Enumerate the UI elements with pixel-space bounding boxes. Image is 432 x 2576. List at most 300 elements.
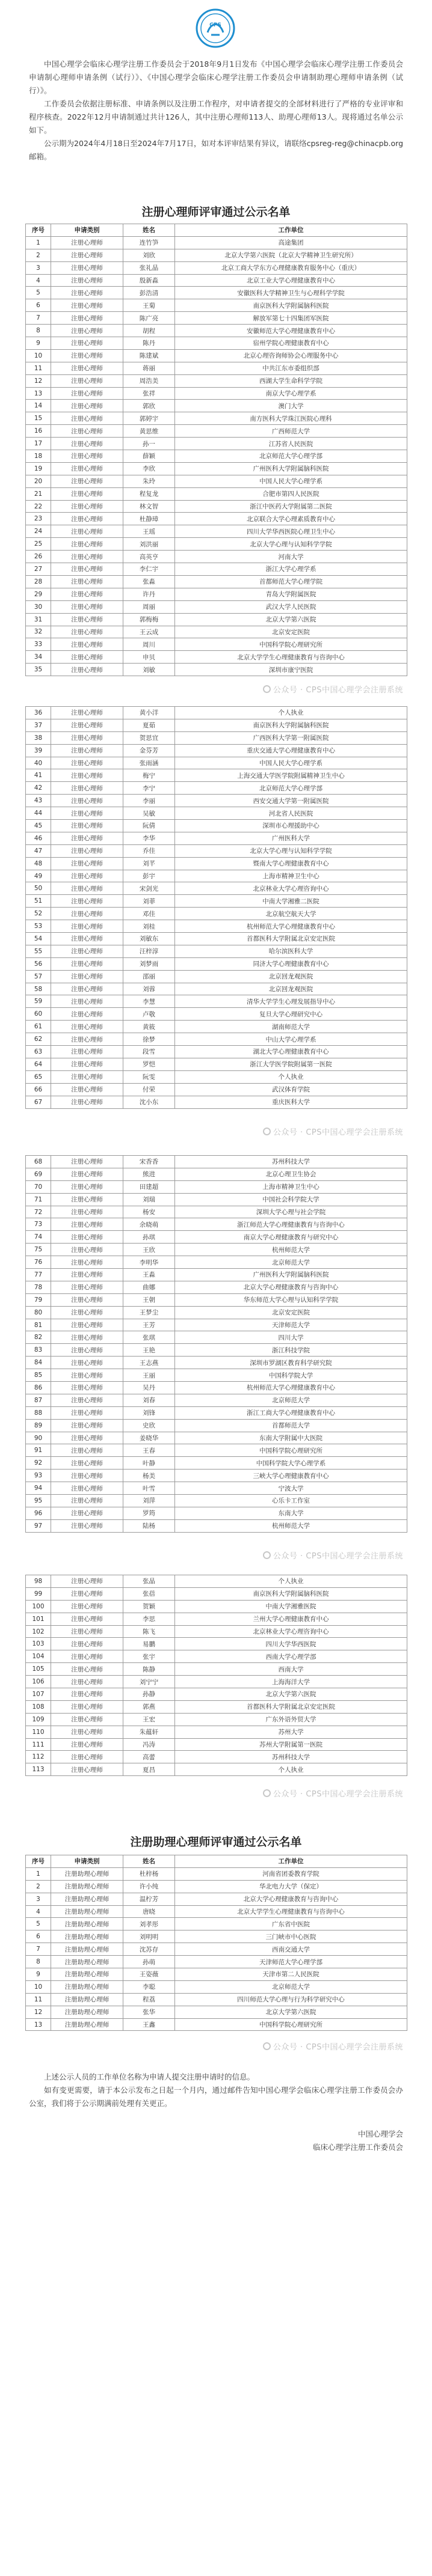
cell-unit: 个人执业 [175,1070,407,1083]
cell-unit: 重庆医科大学 [175,1096,407,1108]
cell-unit: 中南大学湘雅医院 [175,1600,407,1613]
cell-name: 周浩美 [123,374,175,387]
table-row [26,1156,407,1168]
cell-name: 吴丹 [123,1382,175,1394]
cell-type: 注册心理师 [51,1495,123,1507]
table-row [26,1457,407,1470]
cell-no: 50 [26,882,51,895]
cell-no: 4 [26,274,51,287]
cell-type: 注册心理师 [51,412,123,425]
table-row [26,1880,407,1893]
cell-unit: 浙江工商大学心理健康教育中心 [175,1406,407,1419]
table-row [26,236,407,249]
table-row [26,287,407,299]
cell-no: 87 [26,1394,51,1406]
table-row [26,1625,407,1638]
cell-name: 张雨涵 [123,757,175,769]
cell-unit: 合肥市第四人民医院 [175,487,407,500]
cell-unit: 河北省人民医院 [175,807,407,820]
cell-type: 注册心理师 [51,626,123,638]
cell-name: 杨安 [123,1206,175,1218]
table-row [26,1432,407,1444]
table-row [26,957,407,970]
cell-unit: 北京联合大学心理素质教育中心 [175,513,407,525]
cell-no: 42 [26,782,51,795]
table-row [26,1033,407,1046]
table-row [26,638,407,651]
cell-no: 32 [26,626,51,638]
table-row [26,995,407,1008]
cell-name: 李仁宇 [123,563,175,576]
table-row [26,1688,407,1701]
header-no: 序号 [26,224,51,237]
cell-name: 李聪 [123,1980,175,1993]
cell-unit: 首都师范大学心理学院 [175,575,407,588]
cell-no: 113 [26,1763,51,1776]
intro-paragraph-2: 工作委员会依据注册标准、申请条例以及注册工作程序，对申请者提交的全部材料进行了严格的专业评审和程序核查。2022年12月申请制通过共计126人，其中注册心理师113人、助理心理师13人。现将通过名单公示如下。 [29,99,403,135]
cell-type: 注册心理师 [51,487,123,500]
cell-type: 注册心理师 [51,236,123,249]
cell-no: 18 [26,450,51,463]
cell-type: 注册心理师 [51,1033,123,1046]
cell-unit: 广州医科大学附属脑科医院 [175,1269,407,1281]
cell-no: 58 [26,983,51,995]
cell-type: 注册心理师 [51,1357,123,1369]
cell-name: 王梦尘 [123,1306,175,1319]
cell-name: 周丽 [123,600,175,613]
cell-no: 29 [26,588,51,600]
cell-name: 王志燕 [123,1357,175,1369]
psychologist-table-part3 [25,1155,407,1533]
cell-unit: 天津市第二人民医院 [175,1968,407,1981]
cell-name: 张宇 [123,1650,175,1663]
table-row [26,2006,407,2018]
cell-no: 2 [26,249,51,261]
cell-no: 12 [26,374,51,387]
cell-type: 注册心理师 [51,844,123,857]
watermark-text: 公众号 · CPS中国心理学会注册系统 [273,1552,403,1561]
cell-name: 刘瑞 [123,1193,175,1206]
cell-name: 王艳 [123,1344,175,1357]
cell-type: 注册心理师 [51,731,123,744]
cell-type: 注册心理师 [51,820,123,832]
cell-type: 注册心理师 [51,600,123,613]
cell-unit: 北京心理卫生协会 [175,1168,407,1180]
psychologist-table-part4 [25,1575,407,1776]
cell-name: 张淼 [123,575,175,588]
cell-unit: 北京大学心理健康教育与咨询中心 [175,1281,407,1293]
cell-no: 103 [26,1638,51,1650]
cell-type: 注册心理师 [51,638,123,651]
cell-unit: 苏州科技大学 [175,1156,407,1168]
cell-unit: 深圳市心理援助中心 [175,820,407,832]
cell-name: 刘明明 [123,1930,175,1943]
table-row [26,769,407,782]
header-unit: 工作单位 [175,224,407,237]
cell-no: 83 [26,1344,51,1357]
cell-name: 张琪 [123,1331,175,1344]
cell-type: 注册心理师 [51,957,123,970]
cell-unit: 北京回龙观医院 [175,983,407,995]
assistant-psychologist-table [25,1855,407,2031]
table-row [26,374,407,387]
cell-name: 张礼晶 [123,261,175,274]
cell-no: 45 [26,820,51,832]
cell-type: 注册心理师 [51,1575,123,1588]
cell-name: 刘梦雨 [123,957,175,970]
table-row [26,1507,407,1519]
table-row [26,1893,407,1905]
intro-text [29,58,403,163]
cell-no: 108 [26,1700,51,1713]
cell-type: 注册心理师 [51,1638,123,1650]
cell-unit: 东南大学附属中大医院 [175,1432,407,1444]
cell-no: 11 [26,362,51,374]
cell-no: 57 [26,970,51,983]
cell-type: 注册心理师 [51,1688,123,1701]
logo-inner-text: CPS [209,22,221,28]
cell-type: 注册心理师 [51,1700,123,1713]
cell-unit: 湖南师范大学 [175,1021,407,1033]
table-row [26,1575,407,1588]
watermark-text: 公众号 · CPS中国心理学会注册系统 [273,2043,403,2052]
cell-type: 注册心理师 [51,261,123,274]
cell-type: 注册心理师 [51,337,123,350]
cell-name: 阮雯 [123,1070,175,1083]
table-row [26,1046,407,1058]
table-row [26,1980,407,1993]
cell-type: 注册心理师 [51,1331,123,1344]
table-row [26,1406,407,1419]
cell-no: 70 [26,1180,51,1193]
table-row [26,299,407,312]
cell-unit: 西湖大学生命科学学院 [175,374,407,387]
cell-no: 79 [26,1293,51,1306]
cell-name: 贺颖 [123,1600,175,1613]
cell-no: 37 [26,719,51,731]
cell-name: 李明华 [123,1256,175,1269]
cell-no: 10 [26,349,51,362]
cell-name: 李宁 [123,782,175,795]
cell-unit: 杭州师范大学 [175,1519,407,1532]
cell-no: 52 [26,908,51,920]
table-row [26,1256,407,1269]
cell-no: 88 [26,1406,51,1419]
cell-no: 55 [26,945,51,957]
cell-unit: 宁波大学 [175,1482,407,1495]
cell-name: 沈苏存 [123,1943,175,1956]
cell-name: 李欣 [123,462,175,475]
cell-type: 注册心理师 [51,1600,123,1613]
cell-name: 刘萍 [123,1495,175,1507]
table-row [26,1738,407,1751]
cell-type: 注册心理师 [51,613,123,626]
cell-no: 75 [26,1244,51,1256]
cps-logo [196,8,235,48]
cell-no: 44 [26,807,51,820]
intro-paragraph-1: 中国心理学会临床心理学注册工作委员会于2018年9月1日发布《中国心理学会临床心理学注册工作委员会申请制心理师申请条例（试行）》、《中国心理学会临床心理学注册工作委员会申请制助理心理师申请条例（试行）》。 [29,60,403,95]
cell-unit: 四川大学华西医院心理卫生中心 [175,525,407,538]
table-row [26,563,407,576]
cell-unit: 中国科学院心理研究所 [175,2018,407,2031]
cell-type: 注册助理心理师 [51,1905,123,1918]
cell-name: 蒋丽 [123,362,175,374]
cell-type: 注册心理师 [51,1083,123,1096]
table-row [26,920,407,933]
table-row [26,325,407,337]
table-row [26,882,407,895]
table-row [26,1943,407,1956]
section1-title: 注册心理师评审通过公示名单 [141,206,291,219]
cell-unit: 三门峡市中心医院 [175,1930,407,1943]
table-row [26,1482,407,1495]
table-row [26,1956,407,1968]
cell-type: 注册心理师 [51,1470,123,1482]
table-row [26,2018,407,2031]
cell-type: 注册心理师 [51,782,123,795]
table-row [26,1613,407,1625]
cell-no: 33 [26,638,51,651]
cell-type: 注册心理师 [51,475,123,487]
cell-unit: 江苏省人民医院 [175,438,407,450]
cell-name: 殷新淼 [123,274,175,287]
table-row [26,1293,407,1306]
cell-name: 冯涛 [123,1738,175,1751]
cell-unit: 首都医科大学附属北京安定医院 [175,933,407,945]
cell-unit: 苏州大学附属第一医院 [175,1738,407,1751]
table-row [26,983,407,995]
table-header-row [26,1855,407,1868]
table-row [26,1008,407,1021]
cell-unit: 天津师范大学心理学部 [175,1956,407,1968]
cell-type: 注册心理师 [51,1269,123,1281]
table-row [26,1083,407,1096]
table-row [26,933,407,945]
cell-name: 薛颖 [123,450,175,463]
table-row [26,1495,407,1507]
cell-unit: 上海海洋大学 [175,1676,407,1688]
cell-name: 金芬芳 [123,744,175,757]
cell-type: 注册心理师 [51,795,123,807]
cell-type: 注册助理心理师 [51,1930,123,1943]
cell-no: 6 [26,299,51,312]
cell-name: 彭宇 [123,870,175,882]
cell-name: 吴敏 [123,807,175,820]
cell-unit: 中国科学院心理研究所 [175,638,407,651]
cell-unit: 澳门大学 [175,400,407,412]
table-row [26,1244,407,1256]
cell-name: 徐梦 [123,1033,175,1046]
cell-unit: 西南大学心理学部 [175,1650,407,1663]
cell-name: 沈小东 [123,1096,175,1108]
cell-type: 注册心理师 [51,1507,123,1519]
cell-no: 78 [26,1281,51,1293]
table-row [26,588,407,600]
cell-name: 郭梅梅 [123,613,175,626]
cell-type: 注册心理师 [51,312,123,325]
cell-name: 刘芊 [123,857,175,870]
table-row [26,475,407,487]
cell-no: 85 [26,1369,51,1382]
cell-name: 陈广亮 [123,312,175,325]
table-row [26,1470,407,1482]
cell-no: 8 [26,325,51,337]
cell-type: 注册心理师 [51,1763,123,1776]
table-row [26,820,407,832]
cell-unit: 北京大学第六医院 [175,613,407,626]
wechat-icon [263,1551,271,1559]
cell-type: 注册心理师 [51,1168,123,1180]
table-row [26,362,407,374]
cell-unit: 河南省团委教育学院 [175,1867,407,1880]
cell-unit: 广东外语外贸大学 [175,1713,407,1726]
cell-name: 陈飞 [123,1625,175,1638]
table-row [26,1231,407,1244]
cell-unit: 安徽师范大学心理健康教育中心 [175,325,407,337]
cell-no: 56 [26,957,51,970]
cell-no: 24 [26,525,51,538]
cell-type: 注册助理心理师 [51,1943,123,1956]
table-row [26,400,407,412]
cell-type: 注册心理师 [51,1587,123,1600]
cell-unit: 西南大学 [175,1663,407,1676]
cell-name: 付荣 [123,1083,175,1096]
signature-committee: 临床心理学注册工作委员会 [312,2143,403,2152]
cell-type: 注册心理师 [51,857,123,870]
cell-unit: 北京大学第六医院 [175,2006,407,2018]
cell-name: 王春 [123,1444,175,1457]
cell-name: 胡程 [123,325,175,337]
cell-type: 注册心理师 [51,1281,123,1293]
cell-name: 黄小洋 [123,707,175,719]
cell-no: 90 [26,1432,51,1444]
cell-no: 51 [26,895,51,908]
cell-no: 110 [26,1726,51,1738]
cell-no: 21 [26,487,51,500]
cell-no: 47 [26,844,51,857]
cell-unit: 南京医科大学附属脑科医院 [175,719,407,731]
cell-no: 3 [26,261,51,274]
cell-unit: 四川大学 [175,1331,407,1344]
cell-type: 注册心理师 [51,249,123,261]
cell-no: 13 [26,387,51,400]
cell-no: 62 [26,1033,51,1046]
cell-name: 熊进 [123,1168,175,1180]
cell-name: 王菊 [123,299,175,312]
cell-type: 注册心理师 [51,651,123,664]
cell-name: 高蕾 [123,1751,175,1763]
cell-unit: 中国科学院大学心理学系 [175,1457,407,1470]
cell-name: 刘欣 [123,249,175,261]
cell-no: 89 [26,1419,51,1432]
cell-type: 注册心理师 [51,400,123,412]
cell-name: 史欣 [123,1419,175,1432]
cell-no: 96 [26,1507,51,1519]
cell-name: 段雪 [123,1046,175,1058]
cell-unit: 北京林业大学心理咨询中心 [175,1625,407,1638]
psychologist-table-part2 [25,706,407,1109]
signature-org: 中国心理学会 [357,2129,403,2138]
cell-type: 注册心理师 [51,450,123,463]
table-row [26,895,407,908]
watermark [263,1126,403,1137]
cell-type: 注册心理师 [51,744,123,757]
cell-type: 注册心理师 [51,1432,123,1444]
cell-type: 注册心理师 [51,757,123,769]
cell-unit: 北京大学第六医院（北京大学精神卫生研究所） [175,249,407,261]
table-row [26,1357,407,1369]
cell-name: 陈建斌 [123,349,175,362]
cell-no: 107 [26,1688,51,1701]
table-row [26,1419,407,1432]
cell-unit: 广州医科大学 [175,832,407,844]
cell-no: 67 [26,1096,51,1108]
cell-unit: 南京大学心理学系 [175,387,407,400]
cell-type: 注册心理师 [51,1306,123,1319]
cell-name: 林文智 [123,500,175,513]
table-row [26,1218,407,1231]
table-row [26,945,407,957]
cell-name: 张华 [123,2006,175,2018]
cell-no: 40 [26,757,51,769]
cell-unit: 四川大学华西医院 [175,1638,407,1650]
cell-type: 注册心理师 [51,1444,123,1457]
table-row [26,1726,407,1738]
cell-no: 36 [26,707,51,719]
table-row [26,1096,407,1108]
cell-name: 王丽 [123,1369,175,1382]
cell-name: 叶雪 [123,1482,175,1495]
cell-type: 注册心理师 [51,1058,123,1070]
cell-name: 唐晓 [123,1905,175,1918]
table-row [26,757,407,769]
cell-no: 95 [26,1495,51,1507]
cell-type: 注册心理师 [51,1008,123,1021]
cell-unit: 北京大学心理健康教育与咨询中心 [175,1893,407,1905]
cell-type: 注册心理师 [51,1625,123,1638]
cell-type: 注册心理师 [51,1256,123,1269]
cell-no: 109 [26,1713,51,1726]
table-row [26,908,407,920]
cell-type: 注册心理师 [51,832,123,844]
header-no: 序号 [26,1855,51,1868]
cell-type: 注册心理师 [51,908,123,920]
psychologist-table-part1 [25,224,407,676]
cell-no: 3 [26,1893,51,1905]
cell-unit: 北京大学第六医院 [175,1688,407,1701]
cell-name: 贺思宜 [123,731,175,744]
cell-unit: 中共江东市委组织部 [175,362,407,374]
cell-type: 注册心理师 [51,807,123,820]
cell-no: 27 [26,563,51,576]
cell-type: 注册心理师 [51,1293,123,1306]
cell-no: 104 [26,1650,51,1663]
cell-no: 100 [26,1600,51,1613]
cell-name: 宋剑光 [123,882,175,895]
cell-unit: 深圳大学心理与社会学院 [175,1206,407,1218]
table-row [26,1700,407,1713]
cell-type: 注册心理师 [51,882,123,895]
table-row [26,870,407,882]
cell-name: 梅宁 [123,769,175,782]
wechat-icon [263,685,271,693]
cell-type: 注册助理心理师 [51,2006,123,2018]
cell-type: 注册心理师 [51,1519,123,1532]
table-row [26,1070,407,1083]
cell-name: 杨美 [123,1470,175,1482]
cell-name: 申贝 [123,651,175,664]
cell-unit: 北京心理咨询师协会心理服务中心 [175,349,407,362]
